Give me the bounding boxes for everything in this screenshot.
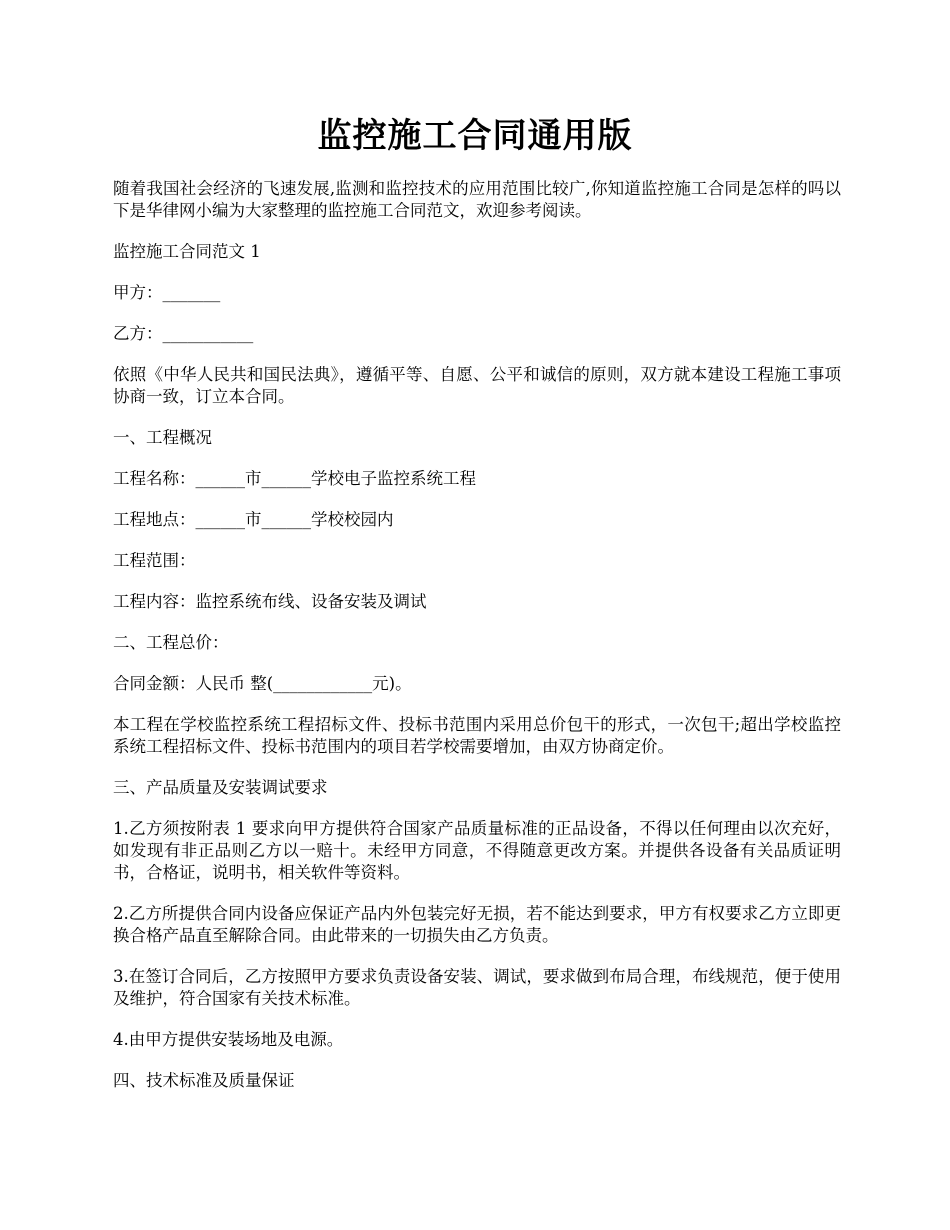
project-content-line: 工程内容：监控系统布线、设备安装及调试 <box>113 592 427 611</box>
legal-basis-paragraph: 依照《中华人民共和国民法典》，遵循平等、自愿、公平和诚信的原则，双方就本建设工程施工事项协商一致，订立本合同。 <box>113 365 841 406</box>
party-a-line: 甲方：_______ <box>113 283 221 302</box>
sample-heading: 监控施工合同范文 1 <box>113 242 261 261</box>
section-heading-overview: 一、工程概况 <box>113 428 212 447</box>
project-name-line: 工程名称：______市______学校电子监控系统工程 <box>113 469 476 488</box>
section-heading-standards: 四、技术标准及质量保证 <box>113 1071 295 1090</box>
contract-amount-line: 合同金额：人民币 整(____________元)。 <box>113 674 412 693</box>
clause-3: 3.在签订合同后，乙方按照甲方要求负责设备安装、调试，要求做到布局合理，布线规范，便于使用及维护，符合国家有关技术标准。 <box>113 967 841 1008</box>
party-b-line: 乙方：___________ <box>113 324 254 343</box>
project-scope-line: 工程范围： <box>113 551 196 570</box>
clause-1: 1.乙方须按附表 1 要求向甲方提供符合国家产品质量标准的正品设备，不得以任何理由以次充好，如发现有非正品则乙方以一赔十。未经甲方同意，不得随意更改方案。并提供各设备有关品质证明书，合格证，说明书，相关软件等资料。 <box>113 819 841 882</box>
section-heading-quality: 三、产品质量及安装调试要求 <box>113 778 328 797</box>
document-body <box>113 178 841 1111</box>
intro-paragraph: 随着我国社会经济的飞速发展,监测和监控技术的应用范围比较广,你知道监控施工合同是怎样的吗以下是华律网小编为大家整理的监控施工合同范文，欢迎参考阅读。 <box>113 179 841 220</box>
section-heading-total-price: 二、工程总价： <box>113 633 229 652</box>
document-title: 监控施工合同通用版 <box>317 116 633 156</box>
clause-4: 4.由甲方提供安装场地及电源。 <box>113 1030 344 1049</box>
lump-sum-paragraph: 本工程在学校监控系统工程招标文件、投标书范围内采用总价包干的形式，一次包干;超出学校监控系统工程招标文件、投标书范围内的项目若学校需要增加，由双方协商定价。 <box>113 715 841 756</box>
clause-2: 2.乙方所提供合同内设备应保证产品内外包装完好无损，若不能达到要求，甲方有权要求乙方立即更换合格产品直至解除合同。由此带来的一切损失由乙方负责。 <box>113 904 841 945</box>
project-location-line: 工程地点：______市______学校校园内 <box>113 510 394 529</box>
